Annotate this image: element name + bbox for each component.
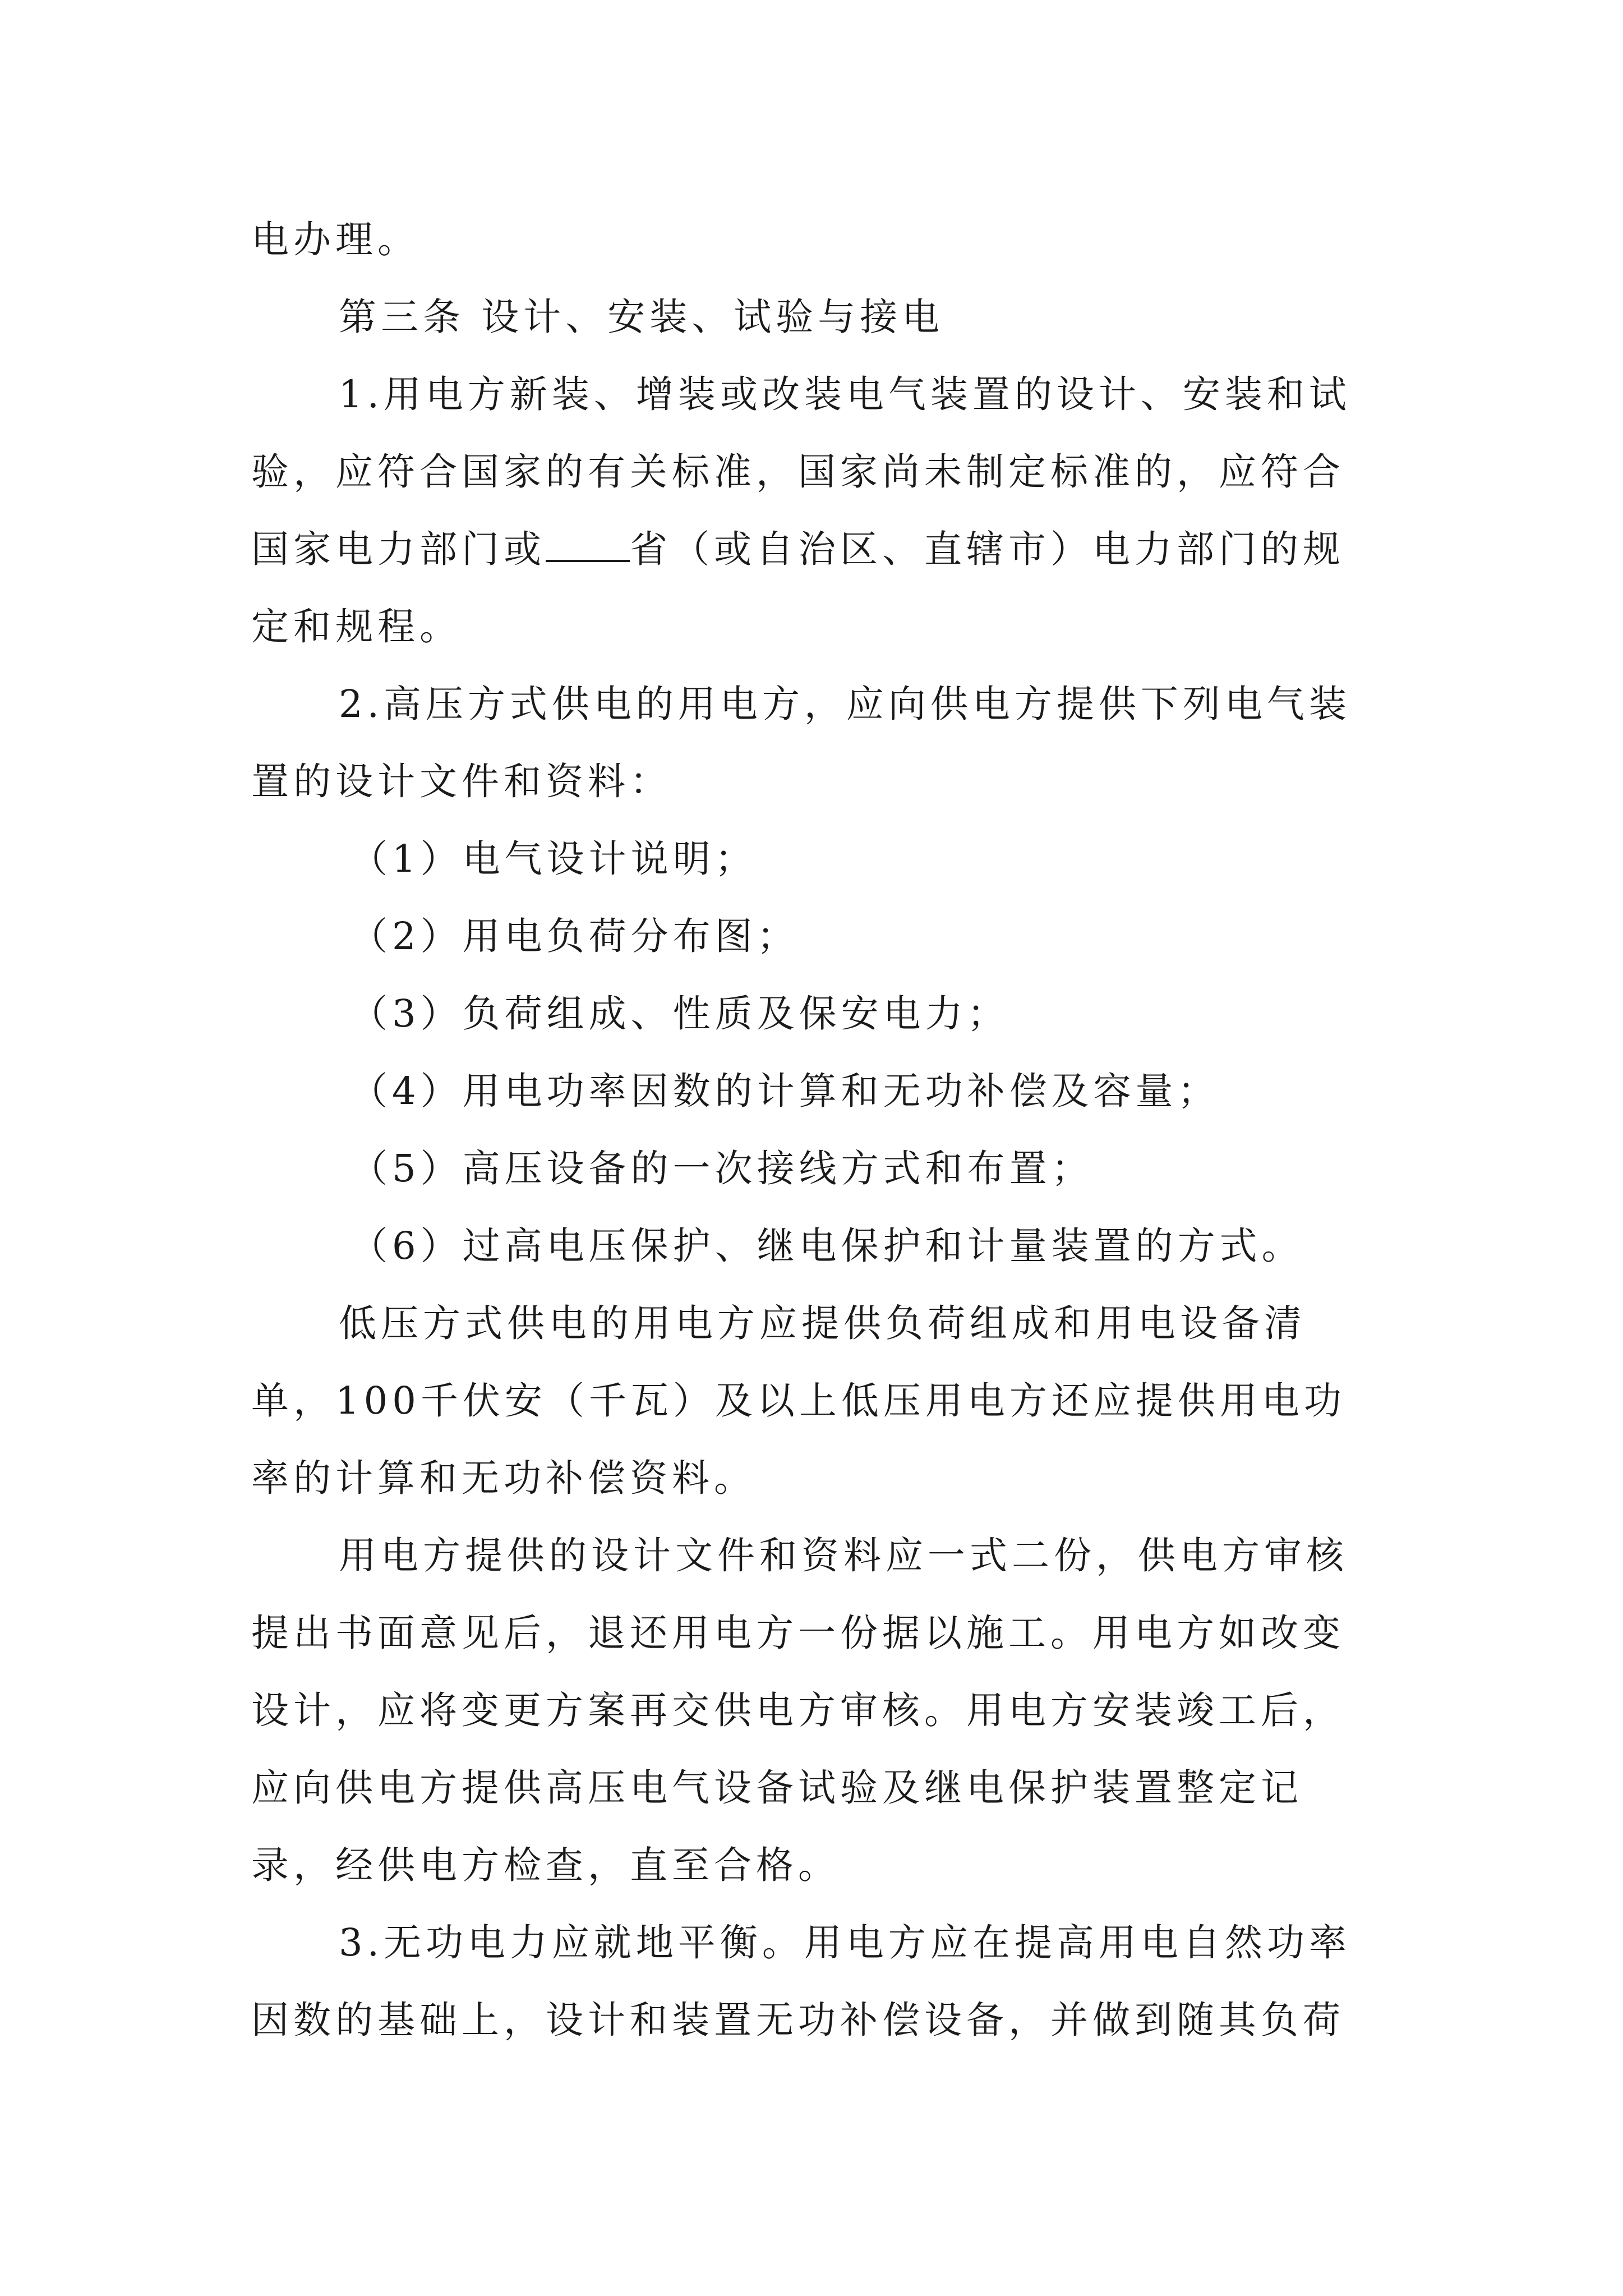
paragraph-line: 验，应符合国家的有关标准，国家尚未制定标准的，应符合 <box>251 450 1345 494</box>
list-item: （3）负荷组成、性质及保安电力； <box>350 992 1009 1036</box>
paragraph-line: 录，经供电方检查，直至合格。 <box>251 1843 840 1887</box>
paragraph-line: 因数的基础上，设计和装置无功补偿设备，并做到随其负荷 <box>251 1998 1345 2042</box>
list-item: （4）用电功率因数的计算和无功补偿及容量； <box>350 1069 1220 1113</box>
document-body <box>251 201 1395 2059</box>
paragraph-line: 置的设计文件和资料： <box>251 760 672 803</box>
list-item: （6）过高电压保护、继电保护和计量装置的方式。 <box>350 1224 1304 1268</box>
section-heading: 第三条 设计、安装、试验与接电 <box>339 295 944 339</box>
list-item: （2）用电负荷分布图； <box>350 914 799 958</box>
paragraph-line: 1.用电方新装、增装或改装电气装置的设计、安装和试 <box>339 372 1351 416</box>
paragraph-line: 单，100千伏安（千瓦）及以上低压用电方还应提供用电功 <box>251 1379 1346 1423</box>
paragraph-line: 电办理。 <box>251 218 419 261</box>
paragraph-line: 2.高压方式供电的用电方，应向供电方提供下列电气装 <box>339 682 1351 726</box>
paragraph-line: 3.无功电力应就地平衡。用电方应在提高用电自然功率 <box>339 1921 1351 1964</box>
paragraph-line <box>251 510 1395 588</box>
list-item: （1）电气设计说明； <box>350 837 757 881</box>
list-item: （5）高压设备的一次接线方式和布置； <box>350 1147 1094 1190</box>
fill-in-blank <box>546 527 630 562</box>
paragraph-line: 率的计算和无功补偿资料。 <box>251 1456 756 1500</box>
paragraph-line: 提出书面意见后，退还用电方一份据以施工。用电方如改变 <box>251 1611 1345 1655</box>
line-text: 省（或自治区、直辖市）电力部门的规 <box>630 527 1345 571</box>
line-text: 国家电力部门或 <box>251 527 546 571</box>
paragraph-line: 用电方提供的设计文件和资料应一式二份，供电方审核 <box>339 1534 1348 1577</box>
paragraph-line: 应向供电方提供高压电气设备试验及继电保护装置整定记 <box>251 1766 1303 1810</box>
paragraph-line: 定和规程。 <box>251 605 462 648</box>
paragraph-line: 低压方式供电的用电方应提供负荷组成和用电设备清 <box>339 1301 1306 1345</box>
paragraph-line: 设计，应将变更方案再交供电方审核。用电方安装竣工后， <box>251 1688 1345 1732</box>
